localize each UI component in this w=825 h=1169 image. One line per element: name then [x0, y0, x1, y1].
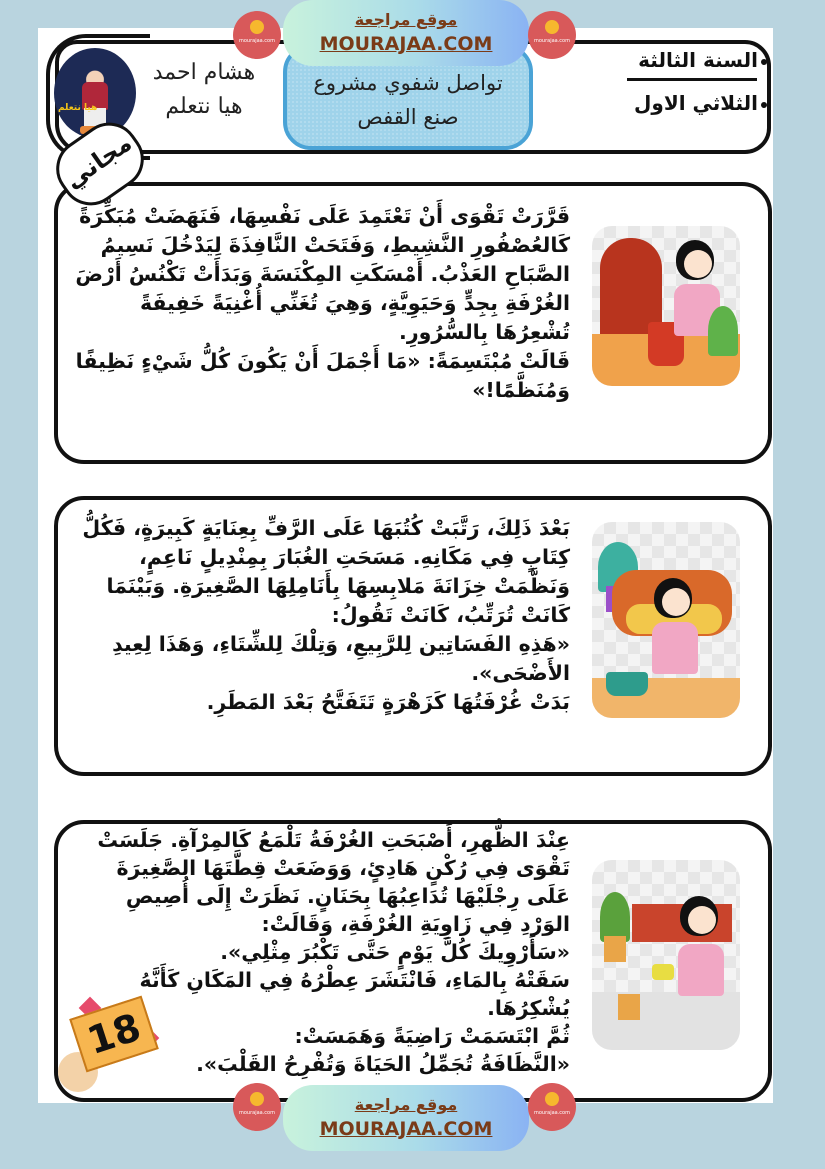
illustration-girl-mopping — [592, 226, 740, 386]
badge-arabic[interactable]: موقع مراجعة — [354, 10, 458, 29]
author-block — [144, 56, 264, 124]
divider — [627, 78, 757, 81]
girl-face — [688, 906, 716, 934]
avatar-caption: هيا نتعلم — [58, 103, 98, 113]
mourajaa-badge-bottom[interactable] — [283, 1085, 529, 1151]
story-panel-2 — [54, 496, 772, 776]
story-paragraph: عِنْدَ الظُّهرِ، أَصْبَحَتِ الغُرْفَةُ تَلْمَعُ كَالمِرْآةِ. جَلَسَتْ تَقْوَى فِي رُكْنٍ هَادِئٍ، وَوَضَعَتْ قِطَّتَهَا الصَّغِيرَةَ عَلَى رِجْلَيْهَا تُدَاعِبُهَا بِحَنَانٍ. نَظَرَتْ إِلَى أُصِيصِ الوَرْدِ فِي زَاوِيَةِ الغُرْفَةِ، وَقَالَتْ: — [97, 828, 570, 936]
logo-caption: mourajaa.com — [238, 38, 275, 44]
illustration-girl-sofa — [592, 522, 740, 718]
girl-face — [662, 588, 690, 616]
grade-year-label: السنة الثالثة — [638, 48, 758, 72]
story-paragraph: ثُمَّ ابْتَسَمَتْ رَاضِيَةً وَهَمَسَتْ: — [294, 1024, 570, 1048]
author-avatar — [54, 48, 136, 138]
page-number: 18 — [69, 996, 159, 1073]
bullet-icon — [761, 102, 767, 108]
story-paragraph: «هَذِهِ الفَسَاتِين لِلرَّبِيعِ، وَتِلْكَ لِلشِّتَاءِ، وَهَذَا لِعِيدِ الأَضْحَى». — [112, 632, 570, 685]
story-panel-3 — [54, 820, 772, 1102]
plant-icon — [708, 306, 738, 356]
author-name: هشام احمد — [152, 60, 256, 85]
story-text-1 — [70, 202, 570, 405]
mourajaa-logo-right — [528, 1083, 576, 1131]
girl-face — [684, 250, 712, 278]
logo-sun-icon — [250, 1092, 264, 1106]
badge-link[interactable]: MOURAJAA.COM — [319, 33, 493, 55]
story-paragraph: قَرَّرَتْ تَقْوَى أَنْ تَعْتَمِدَ عَلَى نَفْسِهَا، فَنَهَضَتْ مُبَكِّرَةً كَالعُصْفُورِ النَّشِيطِ، وَفَتَحَتْ النَّافِذَةَ لِيَدْخُلَ نَسِيمُ الصَّبَاحِ العَذْبُ. أَمْسَكَتِ المِكْنَسَةَ وَبَدَأَتْ تَكْنُسُ أَرْضَ الغُرْفَةِ بِجِدٍّ وَحَيَوِيَّةٍ، وَهِيَ تُغَنِّي أُغْنِيَةً خَفِيفَةً تُشْعِرُهَا بِالسُّرُورِ. — [75, 204, 570, 344]
bullet-icon — [761, 59, 767, 65]
badge-arabic[interactable]: موقع مراجعة — [354, 1095, 458, 1114]
mourajaa-logo-left — [233, 11, 281, 59]
watering-can-icon — [652, 964, 674, 980]
pot-icon — [618, 994, 640, 1020]
pot-icon — [604, 936, 626, 962]
mourajaa-badge-top[interactable] — [283, 0, 529, 66]
girl-figure — [652, 622, 698, 674]
logo-caption: mourajaa.com — [238, 1110, 275, 1116]
logo-sun-icon — [545, 20, 559, 34]
story-panel-1 — [54, 182, 772, 464]
title-line-1: تواصل شفوي مشروع — [313, 71, 503, 95]
story-paragraph: بَدَتْ غُرْفَتُهَا كَزَهْرَةٍ تَتَفَتَّحُ بَعْدَ المَطَرِ. — [206, 690, 570, 714]
badge-link[interactable]: MOURAJAA.COM — [319, 1118, 493, 1140]
story-paragraph: بَعْدَ ذَلِكَ، رَتَّبَتْ كُتُبَهَا عَلَى الرَّفِّ بِعِنَايَةٍ كَبِيرَةٍ، فَكُلُّ كِتَابٍ فِي مَكَانِهِ. مَسَحَتِ الغُبَارَ بِمِنْدِيلٍ نَاعِمٍ، وَنَظَّمَتْ خِزَانَةَ مَلابِسِهَا بِأَنَامِلِهَا الصَّغِيرَةِ. وَبَيْنَمَا كَانَتْ تُرَتِّبُ، كَانَتْ تَقُولُ: — [82, 516, 570, 627]
story-paragraph: «النَّظَافَةُ تُجَمِّلُ الحَيَاةَ وَتُفْرِحُ القَلْبَ». — [196, 1052, 570, 1076]
story-paragraph: «سَأَرْوِيكَ كُلَّ يَوْمٍ حَتَّى تَكْبُرَ مِثْلِي». — [220, 940, 570, 964]
logo-sun-icon — [545, 1092, 559, 1106]
girl-figure — [678, 944, 724, 996]
logo-caption: mourajaa.com — [533, 38, 570, 44]
mourajaa-logo-left — [233, 1083, 281, 1131]
title-line-2: صنع القفص — [357, 105, 459, 129]
story-text-2 — [70, 514, 570, 717]
mourajaa-logo-right — [528, 11, 576, 59]
floor-tiles — [592, 992, 740, 1050]
story-paragraph: سَقَتْهُ بِالمَاءِ، فَانْتَشَرَ عِطْرُهُ فِي المَكَانِ كَأَنَّهُ يُشْكِرُهَا. — [139, 968, 570, 1020]
grade-term — [577, 87, 767, 119]
grade-year — [577, 44, 767, 76]
logo-sun-icon — [250, 20, 264, 34]
illustration-girl-watering — [592, 860, 740, 1050]
story-paragraph: قَالَتْ مُبْتَسِمَةً: «مَا أَجْمَلَ أَنْ يَكُونَ كُلُّ شَيْءٍ نَظِيفًا وَمُنَظَّمًا!» — [75, 349, 570, 402]
basin-icon — [606, 672, 648, 696]
logo-caption: mourajaa.com — [533, 1110, 570, 1116]
grade-info — [577, 44, 767, 119]
author-slogan: هيا نتعلم — [165, 94, 243, 119]
plant-icon — [600, 892, 630, 942]
grade-term-label: الثلاثي الاول — [634, 91, 758, 115]
free-stamp: مجاني — [44, 111, 155, 217]
